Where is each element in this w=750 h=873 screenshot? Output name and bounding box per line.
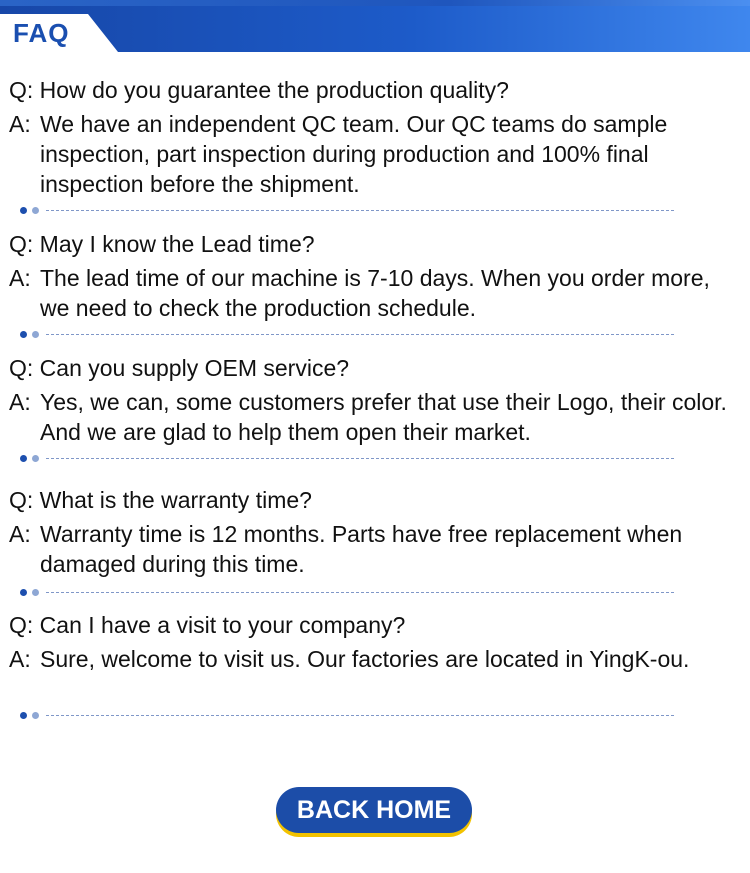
answer-prefix: A: <box>9 389 31 415</box>
dot-icon <box>32 331 39 338</box>
page-title: FAQ <box>13 18 70 48</box>
answer-text: The lead time of our machine is 7-10 days. When you order more, we need to check the production schedule. <box>40 265 710 321</box>
faq-separator <box>20 712 675 720</box>
dot-icon <box>20 455 27 462</box>
answer-prefix: A: <box>9 111 31 137</box>
back-home-button[interactable]: BACK HOME <box>276 787 472 833</box>
dashed-line <box>46 715 674 716</box>
dashed-line <box>46 592 674 593</box>
dot-icon <box>32 589 39 596</box>
answer-text: Warranty time is 12 months. Parts have free replacement when damaged during this time. <box>40 521 683 577</box>
dot-icon <box>20 331 27 338</box>
faq-separator <box>20 589 675 597</box>
answer-text: We have an independent QC team. Our QC teams do sample inspection, part inspection during production and 100% final inspection before the shipment. <box>40 111 668 197</box>
faq-separator <box>20 455 675 463</box>
faq-separator <box>20 331 675 339</box>
dashed-line <box>46 334 674 335</box>
dashed-line <box>46 458 674 459</box>
dot-icon <box>32 712 39 719</box>
dot-icon <box>20 589 27 596</box>
dot-icon <box>20 207 27 214</box>
dot-icon <box>20 712 27 719</box>
answer-prefix: A: <box>9 646 31 672</box>
faq-question: Q: Can you supply OEM service? <box>9 355 350 381</box>
dot-icon <box>32 455 39 462</box>
faq-question: Q: Can I have a visit to your company? <box>9 612 406 638</box>
answer-prefix: A: <box>9 521 31 547</box>
dashed-line <box>46 210 674 211</box>
header <box>0 0 750 52</box>
answer-text: Sure, welcome to visit us. Our factories are located in YingK-ou. <box>40 646 690 672</box>
dot-icon <box>32 207 39 214</box>
answer-text: Yes, we can, some customers prefer that use their Logo, their color. And we are glad to help them open their market. <box>40 389 727 445</box>
faq-question: Q: How do you guarantee the production quality? <box>9 77 509 103</box>
faq-separator <box>20 207 675 215</box>
answer-prefix: A: <box>9 265 31 291</box>
faq-question: Q: What is the warranty time? <box>9 487 312 513</box>
faq-question: Q: May I know the Lead time? <box>9 231 315 257</box>
